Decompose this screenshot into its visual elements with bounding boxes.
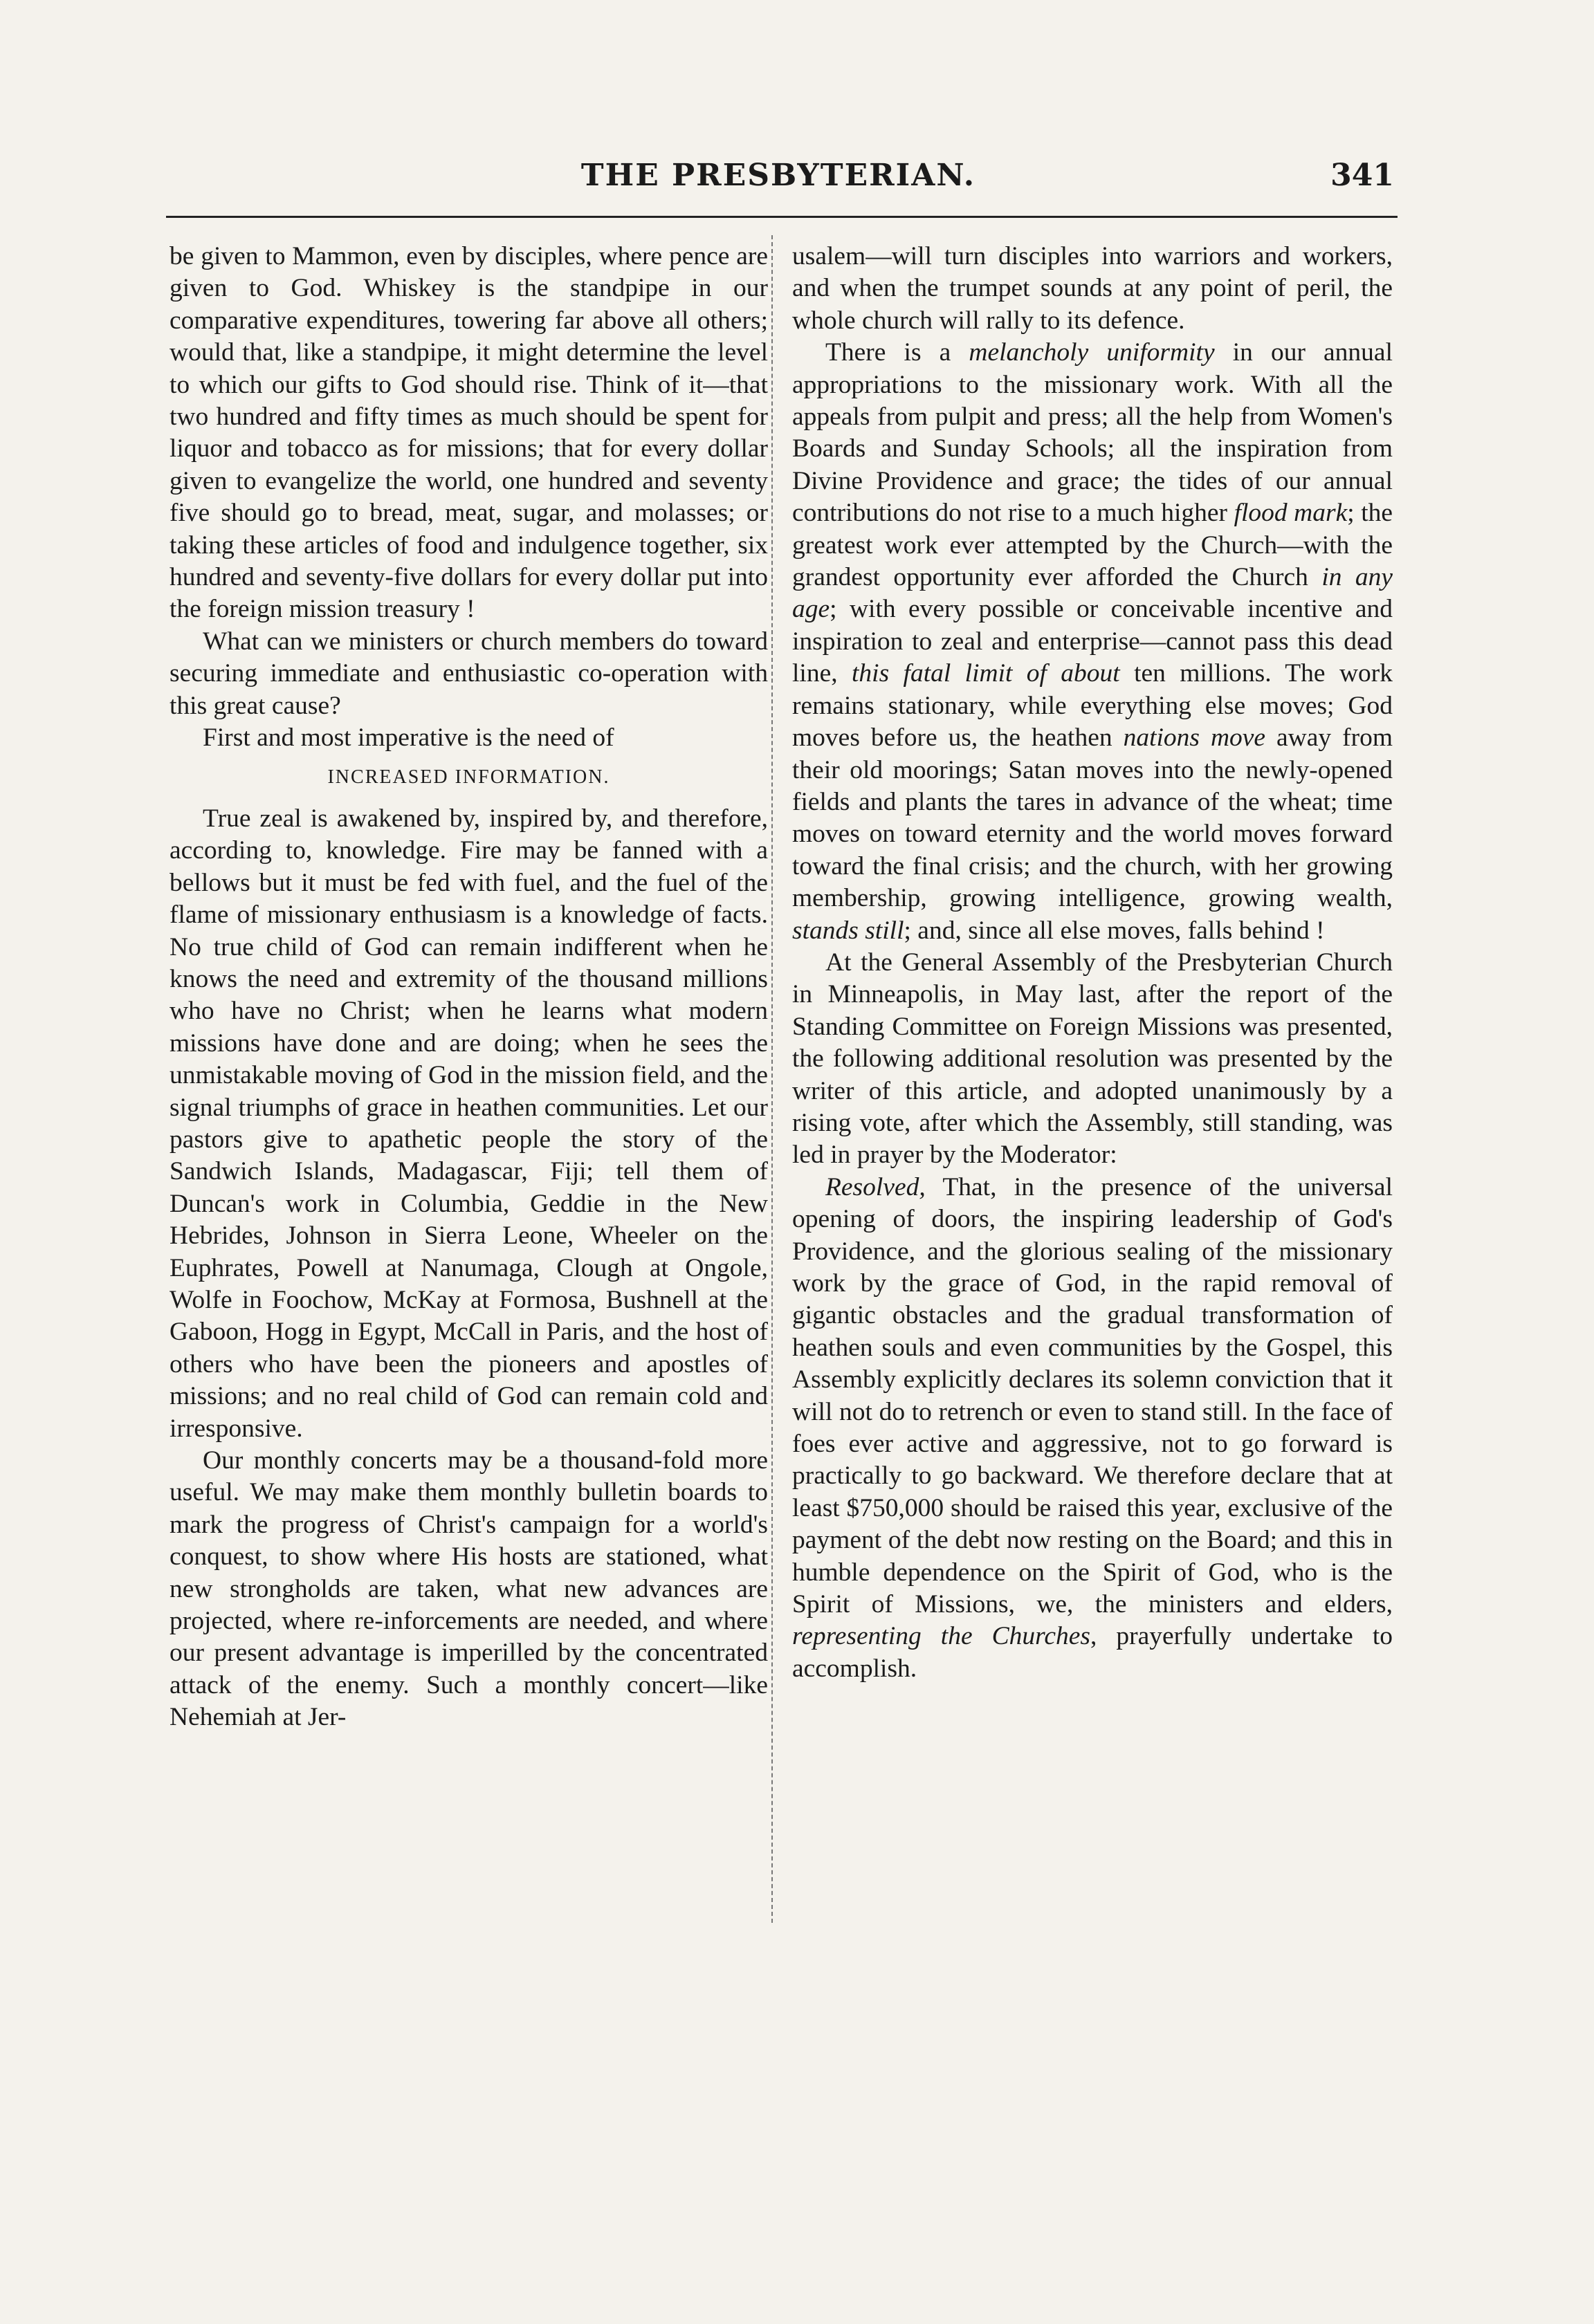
column-divider	[771, 235, 773, 1923]
page-header	[163, 158, 1394, 202]
header-rule	[166, 216, 1398, 218]
text-run: ; and, since all else moves, falls behind !	[904, 916, 1325, 945]
text-run: ; the greatest work ever attempted by the Church—with the grandest opportunity ever afforded the Church	[792, 499, 1393, 592]
paragraph: be given to Mammon, even by disciples, where pence are given to God. Whiskey is the standpipe in our comparative expenditures, towering far above all others; would that, like a standpipe, it might determine the level to which our gifts to God should rise. Think of it—that two hundred and fifty times as much should be spent for liquor and tobacco as for missions; that for every dollar given to evangelize the world, one hundred and seventy five should go to bread, meat, sugar, and molasses; or taking these articles of food and indulgence together, six hundred and seventy-five dollars for every dollar put into the foreign mission treasury !	[170, 242, 768, 624]
paragraph	[792, 337, 1393, 947]
page-number: 341	[1330, 158, 1394, 193]
emphasis: nations move	[1123, 723, 1266, 753]
emphasis: this fatal limit of about	[851, 659, 1120, 688]
resolution-paragraph	[792, 1172, 1393, 1686]
left-column	[170, 241, 768, 1734]
right-column	[792, 241, 1393, 1685]
emphasis: representing the Churches	[792, 1622, 1090, 1651]
paragraph: What can we ministers or church members do toward securing immediate and enthusiastic co-operation with this great cause?	[170, 627, 768, 720]
emphasis: melancholy uniformity	[969, 338, 1215, 367]
text-run: away from their old moorings; Satan moves into the newly-opened fields and plants the tares in advance of the wheat; time moves on toward eternity and the world moves forward toward the final crisis; and the church, with her growing membership, growing intelligence, growing wealth,	[792, 723, 1393, 913]
paragraph: First and most imperative is the need of	[203, 723, 614, 753]
emphasis: Resolved,	[825, 1172, 926, 1201]
text-run: ten millions. The work remains stationary, while everything else moves; God moves before us, the heathen	[792, 659, 1393, 753]
paragraph: usalem—will turn disciples into warriors and workers, and when the trumpet sounds at any point of peril, the whole church will rally to its defence.	[792, 242, 1393, 335]
running-title: THE PRESBYTERIAN.	[580, 158, 976, 193]
emphasis: stands still	[792, 916, 904, 945]
paragraph: Our monthly concerts may be a thousand-fold more useful. We may make them monthly bulletin boards to mark the progress of Christ's campaign for a world's conquest, to show where His hosts are stationed, what new strongholds are taken, what new advances are projected, where re-inforcements are needed, and where our present advantage is imperilled by the concentrated attack of the enemy. Such a monthly concert—like Nehemiah at Jer-	[170, 1446, 768, 1732]
paragraph: At the General Assembly of the Presbyterian Church in Minneapolis, in May last, after the report of the Standing Committee on Foreign Missions was presented, the following additional resolution was presented by the writer of this article, and adopted unanimously by a rising vote, after which the Assembly, still standing, was led in prayer by the Moderator:	[792, 948, 1393, 1170]
section-subheading: INCREASED INFORMATION.	[327, 766, 610, 788]
emphasis: flood mark	[1234, 499, 1348, 528]
text-run: ; with every possible or conceivable incentive and inspiration to zeal and enterprise—cannot pass this dead line,	[792, 595, 1393, 688]
text-run: , prayerfully undertake to accomplish.	[792, 1622, 1393, 1683]
emphasis: in any age	[792, 563, 1393, 624]
text-run: That, in the presence of the universal opening of doors, the inspiring leadership of God's Providence, and the glorious sealing of the missionary work by the grace of God, in the rapid removal of gigantic obstacles and the gradual transformation of heathen souls and even communities by the Gospel, this Assembly explicitly declares its solemn conviction that it will not do to retrench or even to stand still. In the face of foes ever active and aggressive, not to go forward is practically to go backward. We therefore declare that at least $750,000 should be raised this year, exclusive of the payment of the debt now resting on the Board; and this in humble dependence on the Spirit of God, who is the Spirit of Missions, we, the ministers and elders,	[792, 1172, 1393, 1619]
text-run: There is a	[825, 338, 969, 367]
paragraph: True zeal is awakened by, inspired by, and therefore, according to, knowledge. Fire may be fanned with a bellows but it must be fed with fuel, and the fuel of the flame of missionary enthusiasm is a knowledge of facts. No true child of God can remain indifferent when he knows the need and extremity of the thousand millions who have no Christ; when he learns what modern missions have done and are doing; when he sees the unmistakable moving of God in the mission field, and the signal triumphs of grace in heathen communities. Let our pastors give to apathetic people the story of the Sandwich Islands, Madagascar, Fiji; tell them of Duncan's work in Columbia, Geddie in the New Hebrides, Johnson in Sierra Leone, Wheeler on the Euphrates, Powell at Nanumaga, Clough at Ongole, Wolfe in Foochow, McKay at Formosa, Bushnell at the Gaboon, Hogg in Egypt, McCall in Paris, and the host of others who have been the pioneers and apostles of missions; and no real child of God can remain cold and irresponsive.	[170, 804, 768, 1443]
text-run: in our annual appropriations to the missionary work. With all the appeals from pulpit and press; all the help from Women's Boards and Sunday Schools; all the inspiration from Divine Providence and grace; the tides of our annual contributions do not rise to a much higher	[792, 338, 1393, 528]
